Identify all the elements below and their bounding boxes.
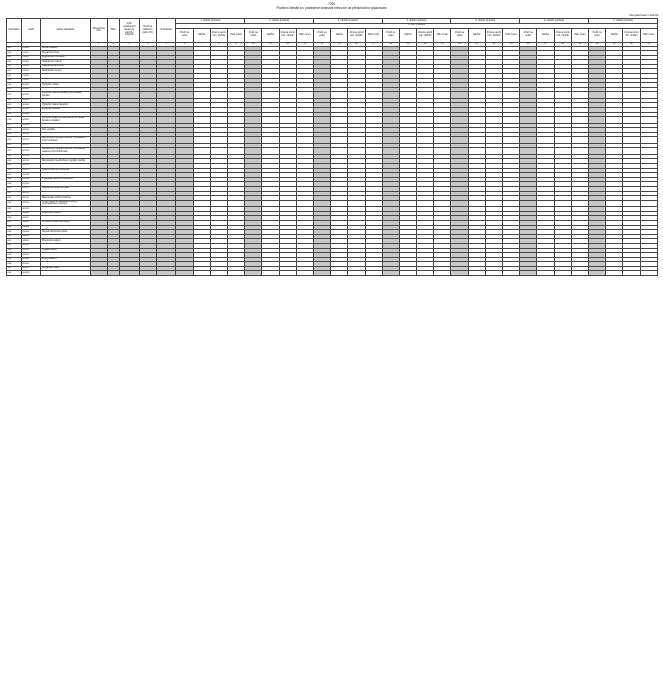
row-group: 03/001 (21, 216, 41, 221)
header-number: 29 (571, 42, 588, 46)
row-code: 028 (7, 177, 22, 182)
data-cell[interactable] (331, 271, 348, 276)
row-group: 04/000 (21, 239, 41, 244)
header-number: 9 (228, 42, 245, 46)
data-cell[interactable] (176, 271, 193, 276)
row-label (41, 271, 90, 276)
row-label: Příjmy celkem (41, 257, 90, 262)
header-a: Skutečnost roku (90, 19, 107, 43)
row-group: 01/002 (21, 55, 41, 60)
row-group: 02/017 (21, 168, 41, 173)
header-number: 6 (176, 42, 193, 46)
row-group: 02/008 (21, 123, 41, 128)
row-label: Čtenářská místa (41, 266, 90, 271)
data-cell[interactable] (279, 271, 296, 276)
row-group: 02/014 (21, 154, 41, 159)
header-number: 33 (640, 42, 658, 46)
row-label: Počet vstupů do katalogu knihovny prostřednictvím internetu (41, 200, 90, 206)
header-group: Oddíl (21, 19, 41, 43)
data-cell[interactable] (537, 271, 554, 276)
row-group: 02/009 (21, 128, 41, 133)
data-cell[interactable] (554, 271, 571, 276)
row-label: Registrovaní uživatelé (41, 55, 90, 60)
row-code: 005 (7, 64, 22, 69)
row-group: 02/007 (21, 117, 41, 123)
row-group: 02/023 (21, 196, 41, 201)
header-subcolumn: Podíl na celku (520, 28, 537, 42)
data-cell[interactable] (468, 271, 485, 276)
row-group: 02/001 (21, 87, 41, 92)
row-group: 06/001 (21, 262, 41, 267)
data-cell[interactable] (417, 271, 434, 276)
header-e: Poznámka (156, 19, 176, 43)
row-code: 003 (7, 55, 22, 60)
row-group: 06/002 (21, 266, 41, 271)
row-code: 033 (7, 200, 22, 206)
data-cell[interactable] (606, 271, 623, 276)
row-label: Výpůjčky krásné literatury (41, 103, 90, 108)
header-subcolumn: Plán změn (503, 28, 520, 42)
unit-note: Nevykazovat v tisících (629, 13, 659, 17)
row-label: Návštěvníci knihovny (41, 64, 90, 69)
row-code: 038 (7, 225, 22, 230)
header-period-3: 3. období (pololetí) (313, 19, 382, 24)
header-number: 27 (537, 42, 554, 46)
data-cell[interactable] (571, 271, 588, 276)
header-b: Plán (107, 19, 119, 43)
row-group: 01/003 (21, 60, 41, 65)
row-group: 03/004 (21, 230, 41, 235)
row-code: 044 (7, 253, 22, 258)
row-code: 011 (7, 92, 22, 98)
row-code: 012 (7, 98, 22, 103)
header-subcolumn: Plán změn (365, 28, 382, 42)
row-code: 031 (7, 191, 22, 196)
row-label: Vzdělávací akce pro veřejnost (41, 177, 90, 182)
table-row (7, 271, 658, 276)
row-code: 006 (7, 69, 22, 74)
row-group: 02/025 (21, 207, 41, 212)
data-cell[interactable] (210, 271, 227, 276)
table-header (7, 19, 658, 47)
data-cell[interactable] (245, 271, 262, 276)
row-group: 03/005 (21, 234, 41, 239)
row-group: 02/016 (21, 164, 41, 169)
header-number: 24 (485, 42, 502, 46)
row-group: 02/005 (21, 108, 41, 113)
header-subcolumn: Nárůst (262, 28, 279, 42)
row-group: 02/022 (21, 191, 41, 196)
row-group: 01/001 (21, 51, 41, 56)
header-number: 15 (331, 42, 348, 46)
row-group: 02/019 (21, 177, 41, 182)
row-label: Výpůjčky celkem (41, 83, 90, 88)
data-cell[interactable] (348, 271, 365, 276)
document-subtitle: Pozitivní čtenáři a v posledních dvanácti měsících od předchozího vykazování (276, 6, 387, 10)
header-period-6: 6. období (pololetí) (520, 19, 589, 24)
row-code: 025 (7, 164, 22, 169)
row-code: 041 (7, 239, 22, 244)
row-code: 020 (7, 137, 22, 143)
header-subcolumn: Změna oproti min. období (623, 28, 640, 42)
header-subcolumn: Změna oproti min. období (279, 28, 296, 42)
row-label: Přírůstek knihovního fondu (41, 220, 90, 225)
row-code: 015 (7, 112, 22, 117)
header-number: 2 (107, 42, 119, 46)
row-code: 026 (7, 168, 22, 173)
row-group: 02/010 (21, 132, 41, 137)
row-label: Meziknihovní výpůjční služba – požadavky zaslané jiným knihovnám (41, 148, 90, 154)
header-number: 10 (245, 42, 262, 46)
row-label: Návštěvníci kulturních akcí (41, 186, 90, 191)
header-subcolumn: Podíl na celku (451, 28, 468, 42)
header-subcolumn: Podíl na celku (176, 28, 193, 42)
document-header (0, 2, 663, 10)
row-code: 013 (7, 103, 22, 108)
row-code: 021 (7, 143, 22, 148)
row-code: 016 (7, 117, 22, 123)
row-group: 02/011 (21, 137, 41, 143)
row-group: 01/007 (21, 78, 41, 83)
row-group: 02/003 (21, 98, 41, 103)
header-number: 25 (503, 42, 520, 46)
header-subcolumn: Změna oproti min. období (554, 28, 571, 42)
statistics-table (6, 18, 658, 276)
row-code: 027 (7, 173, 22, 178)
data-cell[interactable] (399, 271, 416, 276)
header-code: Kód řádku (7, 19, 22, 43)
header-subcolumn: Nárůst (331, 28, 348, 42)
data-cell[interactable] (193, 271, 210, 276)
row-code: 019 (7, 132, 22, 137)
row-group: 05/000 (21, 248, 41, 253)
header-subcolumn: Nárůst (399, 28, 416, 42)
row-code: 024 (7, 159, 22, 164)
header-c: Výše vykázaných dotací ze státního rozpočtu (119, 19, 139, 43)
row-group: 03/000 (21, 211, 41, 216)
row-code: 047 (7, 266, 22, 271)
row-code: 007 (7, 74, 22, 79)
row-label: Návštěvníci celkem (41, 60, 90, 65)
data-cell[interactable] (139, 271, 156, 276)
header-subcolumn: Změna oproti min. období (417, 28, 434, 42)
row-code: 032 (7, 196, 22, 201)
row-code: 004 (7, 60, 22, 65)
row-group: 06/003 (21, 271, 41, 276)
row-group: 02/024 (21, 200, 41, 206)
header-number: 11 (262, 42, 279, 46)
row-code: 010 (7, 87, 22, 92)
header-subcolumn: Změna oproti min. období (210, 28, 227, 42)
row-label: Pracovníci celkem (41, 239, 90, 244)
row-code: 042 (7, 243, 22, 248)
header-number: 19 (399, 42, 416, 46)
row-code: 045 (7, 257, 22, 262)
header-subcolumn: Podíl na celku (313, 28, 330, 42)
data-cell[interactable] (107, 271, 119, 276)
header-number: 32 (623, 42, 640, 46)
data-cell[interactable] (640, 271, 658, 276)
row-code: 035 (7, 211, 22, 216)
header-number: 7 (193, 42, 210, 46)
header-subcolumn: Nárůst (193, 28, 210, 42)
header-period-1: 1. období (pololetí) (176, 19, 245, 24)
header-subcolumn: Plán změn (571, 28, 588, 42)
data-cell[interactable] (520, 271, 537, 276)
header-period-4: 4. období (pololetí) (382, 19, 451, 24)
row-label: Cizí výpůjčky (41, 128, 90, 133)
header-subcolumn: Plán změn (434, 28, 451, 42)
row-code: 039 (7, 230, 22, 235)
row-group: 02/000 (21, 83, 41, 88)
header-subcolumn: Změna oproti min. období (348, 28, 365, 42)
header-period-7: 7. období (pololetí) (588, 19, 657, 24)
header-subcolumn: Plán změn (296, 28, 313, 42)
header-number: 3 (119, 42, 139, 46)
data-cell[interactable] (485, 271, 502, 276)
row-code: 002 (7, 51, 22, 56)
row-group: 03/002 (21, 220, 41, 225)
header-number: 18 (382, 42, 399, 46)
row-code: 023 (7, 154, 22, 159)
row-group: 02/018 (21, 173, 41, 178)
row-code: 018 (7, 128, 22, 133)
header-name: Název ukazatele (41, 19, 90, 43)
header-subcolumn: Nárůst (606, 28, 623, 42)
row-code: 043 (7, 248, 22, 253)
row-label: Mezinárodní meziknihovní výpůjční služba (41, 159, 90, 164)
row-group: 02/012 (21, 143, 41, 148)
header-subcolumn: Nárůst (468, 28, 485, 42)
header-number: 4 (139, 42, 156, 46)
header-d: Podíl na celkovém počtu (%) (139, 19, 156, 43)
data-cell[interactable] (503, 271, 520, 276)
header-number: 12 (279, 42, 296, 46)
row-group: 02/020 (21, 182, 41, 187)
header-number: 26 (520, 42, 537, 46)
header-period-2: 2. období (pololetí) (245, 19, 314, 24)
row-label: Dokumenty celkem (41, 211, 90, 216)
header-number: 31 (606, 42, 623, 46)
row-label: Čtenáři celkem (41, 46, 90, 51)
header-number: 16 (348, 42, 365, 46)
data-cell[interactable] (382, 271, 399, 276)
row-group: 01/004 (21, 64, 41, 69)
row-code: 017 (7, 123, 22, 128)
header-number: 8 (210, 42, 227, 46)
row-label: Elektronické služby knihovny (41, 196, 90, 201)
header-subcolumn: Nárůst (537, 28, 554, 42)
row-code: 014 (7, 108, 22, 113)
row-label: Úbytek knihovního fondu (41, 230, 90, 235)
data-cell[interactable] (228, 271, 245, 276)
row-label: Výpůjčky ostatních dokumentů pro dětské čtenáře a mládež (41, 117, 90, 123)
header-number: 13 (296, 42, 313, 46)
row-code: 036 (7, 216, 22, 221)
data-cell[interactable] (90, 271, 107, 276)
data-cell[interactable] (434, 271, 451, 276)
row-group: 02/015 (21, 159, 41, 164)
row-label: Meziknihovní výpůjční služba – požadavky z jiných knihoven (41, 137, 90, 143)
row-group: 02/013 (21, 148, 41, 154)
data-cell[interactable] (262, 271, 279, 276)
table-body (7, 46, 658, 276)
row-group: 02/004 (21, 103, 41, 108)
header-number: 28 (554, 42, 571, 46)
row-code: 046 (7, 262, 22, 267)
header-number: 17 (365, 42, 382, 46)
data-cell[interactable] (451, 271, 468, 276)
data-cell[interactable] (365, 271, 382, 276)
data-cell[interactable] (119, 271, 139, 276)
row-code: 034 (7, 207, 22, 212)
row-code: 037 (7, 220, 22, 225)
row-label: Kulturní akce pro veřejnost (41, 168, 90, 173)
row-group: 01/006 (21, 74, 41, 79)
row-code: 048 (7, 271, 22, 276)
row-group: 05/001 (21, 253, 41, 258)
data-cell[interactable] (588, 271, 605, 276)
row-code: 008 (7, 78, 22, 83)
header-subcolumn: Podíl na celku (382, 28, 399, 42)
header-number: 21 (434, 42, 451, 46)
data-cell[interactable] (156, 271, 176, 276)
data-cell[interactable] (296, 271, 313, 276)
row-label: Čtenáři do 15 let (41, 51, 90, 56)
header-period-5: 5. období (pololetí) (451, 19, 520, 24)
header-subcolumn: Plán změn (228, 28, 245, 42)
document-title: 7209 (327, 2, 336, 6)
data-cell[interactable] (623, 271, 640, 276)
row-code: 030 (7, 186, 22, 191)
row-label: Výpůjčky periodik (41, 108, 90, 113)
header-subgroup: Z toho v období (176, 24, 658, 29)
header-number: 14 (313, 42, 330, 46)
row-group: 04/001 (21, 243, 41, 248)
row-code: 009 (7, 83, 22, 88)
row-group: 02/002 (21, 92, 41, 98)
header-number: 30 (588, 42, 605, 46)
row-label: Výpůjčky naučné literatury pro dospělé čtenáře (41, 92, 90, 98)
row-code: 040 (7, 234, 22, 239)
row-code: 029 (7, 182, 22, 187)
row-group: 02/021 (21, 186, 41, 191)
row-group: 02/006 (21, 112, 41, 117)
header-number: 23 (468, 42, 485, 46)
row-label: Výdaje celkem (41, 248, 90, 253)
header-number: 20 (417, 42, 434, 46)
row-label: Návštěvníci on-line (41, 69, 90, 74)
header-subcolumn: Podíl na celku (588, 28, 605, 42)
header-number: 5 (156, 42, 176, 46)
header-subcolumn: Plán změn (640, 28, 658, 42)
row-group: 03/003 (21, 225, 41, 230)
header-subcolumn: Podíl na celku (245, 28, 262, 42)
header-number: 22 (451, 42, 468, 46)
row-group: 06/000 (21, 257, 41, 262)
header-number: 1 (90, 42, 107, 46)
row-code: 022 (7, 148, 22, 154)
row-group: 01/000 (21, 46, 41, 51)
row-group: 01/005 (21, 69, 41, 74)
data-cell[interactable] (313, 271, 330, 276)
row-code: 001 (7, 46, 22, 51)
header-subcolumn: Změna oproti min. období (485, 28, 502, 42)
